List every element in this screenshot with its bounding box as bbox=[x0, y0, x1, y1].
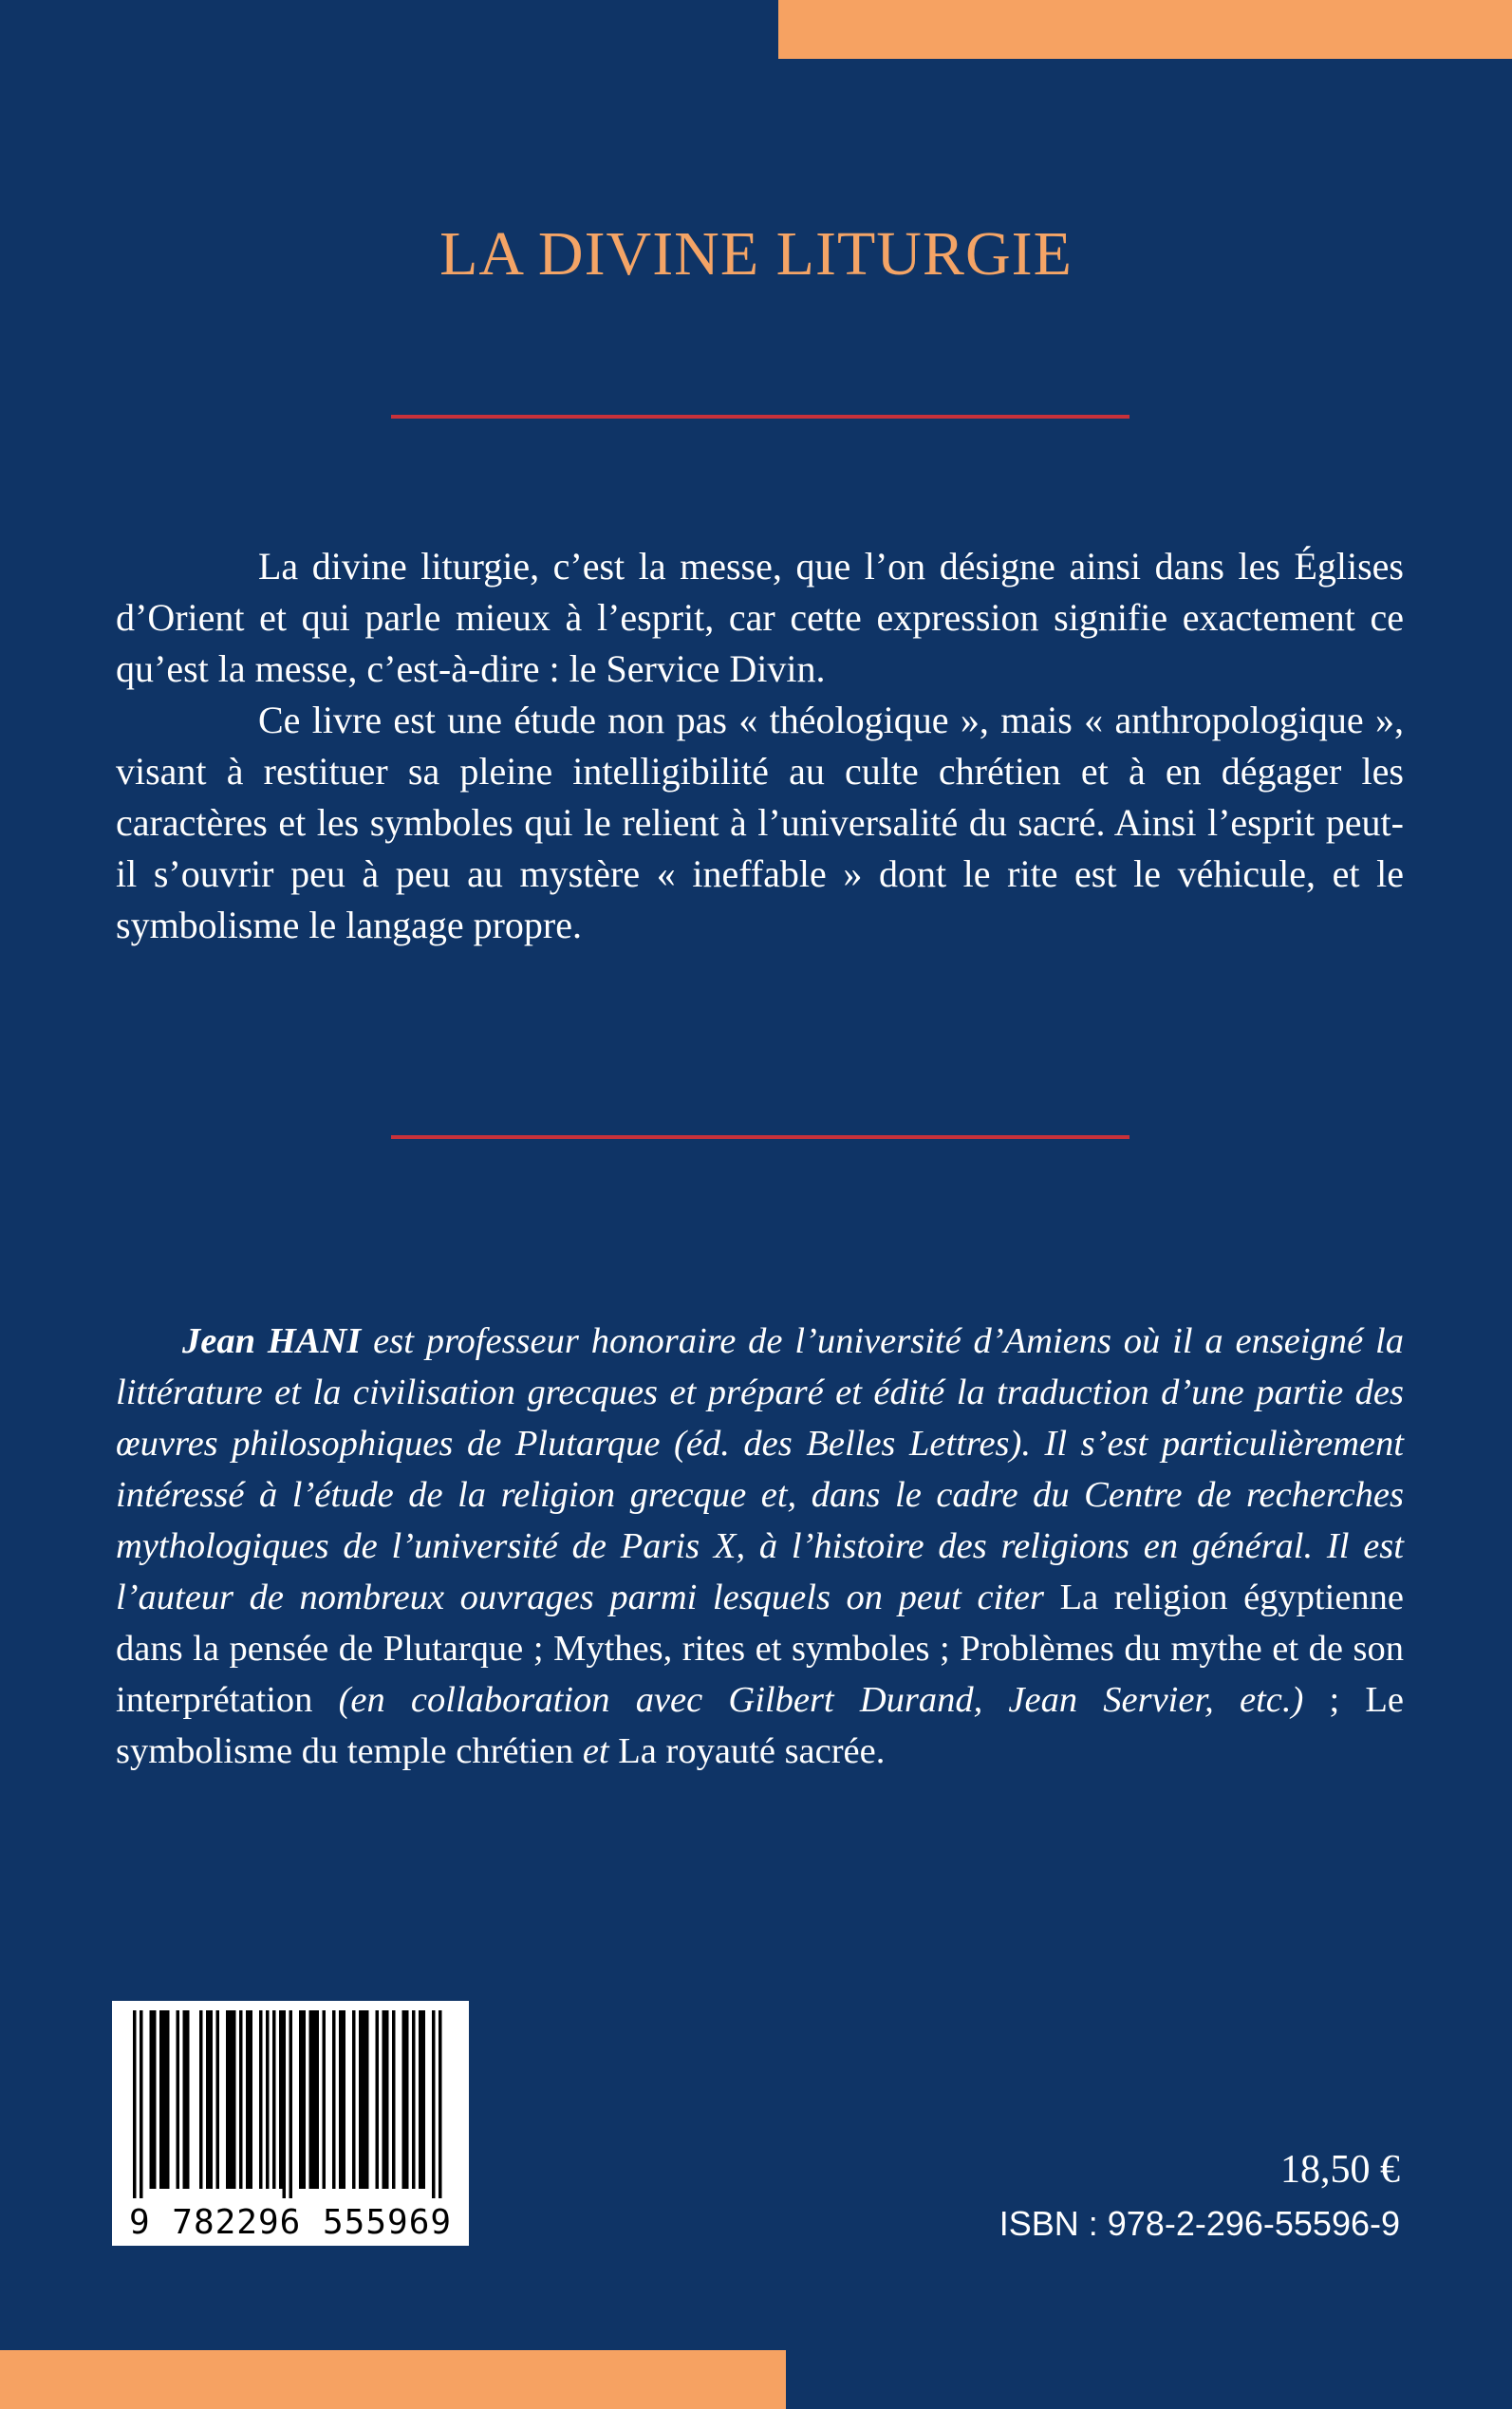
barcode-bar bbox=[133, 2010, 137, 2198]
bio-book-title: La royauté sacrée. bbox=[618, 1731, 886, 1771]
author-name: Jean HANI bbox=[182, 1321, 362, 1361]
barcode-bar bbox=[332, 2010, 336, 2189]
barcode-bar bbox=[283, 2010, 287, 2198]
book-summary bbox=[116, 541, 1404, 951]
barcode-bar bbox=[312, 2010, 316, 2189]
summary-paragraph: La divine liturgie, c’est la messe, que l’on désigne ainsi dans les Églises d’Orient et qui parle mieux à l’esprit, car cette expression signifie exactement ce qu’est la messe, c’est-à-dire : le Service Divin. bbox=[116, 545, 1404, 690]
barcode-bar bbox=[233, 2010, 236, 2189]
bottom-accent-band bbox=[0, 2350, 786, 2409]
barcode-bar bbox=[259, 2010, 263, 2189]
barcode-digits: 9 782296 555969 bbox=[128, 2203, 453, 2242]
barcode-bars bbox=[112, 2001, 469, 2198]
bio-text: est professeur honoraire de l’université d’Amiens où il a enseigné la littérature et la civilisation grecques et préparé et édité la traduction d’une partie des œuvres philosophiques de Plutarque (éd. des Belles Lettres). Il s’est particulièrement intéressé à l’étude de la religion grecque et, dans le cadre du Centre de recherches mythologiques de l’université de Paris X, à l’histoire des religions en général. Il est l’auteur de nombreux ouvrages parmi lesquels on peut citer bbox=[116, 1321, 1404, 1617]
barcode-bar bbox=[210, 2010, 214, 2189]
top-accent-band bbox=[778, 0, 1512, 59]
barcode-bar bbox=[405, 2010, 409, 2189]
barcode-bar bbox=[150, 2010, 154, 2189]
barcode-bar bbox=[422, 2010, 426, 2189]
barcode-bar bbox=[392, 2010, 396, 2189]
barcode-bar bbox=[163, 2010, 167, 2189]
barcode-bar bbox=[266, 2010, 270, 2189]
barcode-bar bbox=[359, 2010, 363, 2189]
barcode-bar bbox=[289, 2010, 293, 2198]
bio-text: (en collaboration avec Gilbert Durand, Jean Servier, etc.) bbox=[312, 1680, 1304, 1720]
title-divider bbox=[391, 415, 1129, 419]
bio-book-titles: La religion égyptienne dans la pensée de Plutarque ; Mythes, rites et symboles ; Problèmes du mythe et de son interprétation bbox=[116, 1578, 1405, 1720]
barcode-bar bbox=[159, 2010, 163, 2189]
barcode-bar bbox=[309, 2010, 313, 2189]
barcode-bar bbox=[250, 2010, 253, 2189]
barcode-bar bbox=[177, 2010, 180, 2189]
barcode-bar bbox=[206, 2010, 210, 2189]
barcode-bar bbox=[153, 2010, 157, 2189]
barcode-bar bbox=[166, 2010, 170, 2189]
barcode-bar bbox=[226, 2010, 230, 2189]
barcode-bar bbox=[385, 2010, 389, 2189]
barcode-bar bbox=[323, 2010, 327, 2189]
barcode-bar bbox=[339, 2010, 343, 2189]
barcode-bar bbox=[183, 2010, 187, 2189]
bio-text: et bbox=[573, 1731, 619, 1771]
summary-divider bbox=[391, 1135, 1129, 1139]
barcode-bar bbox=[199, 2010, 203, 2189]
barcode-bar bbox=[186, 2010, 190, 2189]
barcode-bar bbox=[352, 2010, 356, 2189]
barcode-bar bbox=[383, 2010, 386, 2189]
price: 18,50 € bbox=[1280, 2148, 1400, 2192]
barcode-bar bbox=[439, 2010, 442, 2198]
barcode-bar bbox=[412, 2010, 416, 2189]
barcode-bar bbox=[419, 2010, 422, 2189]
barcode bbox=[112, 2001, 469, 2246]
bio-book-title: ; Le symbolisme du temple chrétien bbox=[116, 1680, 1404, 1771]
isbn: ISBN : 978-2-296-55596-9 bbox=[999, 2204, 1400, 2243]
barcode-bar bbox=[303, 2010, 307, 2189]
barcode-bar bbox=[246, 2010, 250, 2189]
barcode-bar bbox=[432, 2010, 436, 2198]
barcode-bar bbox=[343, 2010, 346, 2189]
barcode-bar bbox=[365, 2010, 369, 2189]
barcode-bar bbox=[299, 2010, 303, 2189]
barcode-bar bbox=[316, 2010, 320, 2189]
barcode-bar bbox=[363, 2010, 366, 2189]
barcode-bar bbox=[140, 2010, 143, 2198]
barcode-bar bbox=[216, 2010, 220, 2189]
barcode-bar bbox=[279, 2010, 283, 2189]
barcode-bar bbox=[230, 2010, 233, 2189]
book-title: LA DIVINE LITURGIE bbox=[439, 219, 1073, 289]
barcode-bar bbox=[376, 2010, 380, 2189]
barcode-bar bbox=[239, 2010, 243, 2189]
barcode-bar bbox=[402, 2010, 406, 2189]
author-bio bbox=[116, 1316, 1404, 1777]
barcode-bar bbox=[272, 2010, 276, 2189]
summary-paragraph: Ce livre est une étude non pas « théologique », mais « anthropologique », visant à restituer sa pleine intelligibilité au culte chrétien et à en dégager les caractères et les symboles qui le relient à l’universalité du sacré. Ainsi l’esprit peut-il s’ouvrir peu à peu au mystère « ineffable » dont le rite est le véhicule, et le symbolisme le langage propre. bbox=[116, 699, 1404, 946]
